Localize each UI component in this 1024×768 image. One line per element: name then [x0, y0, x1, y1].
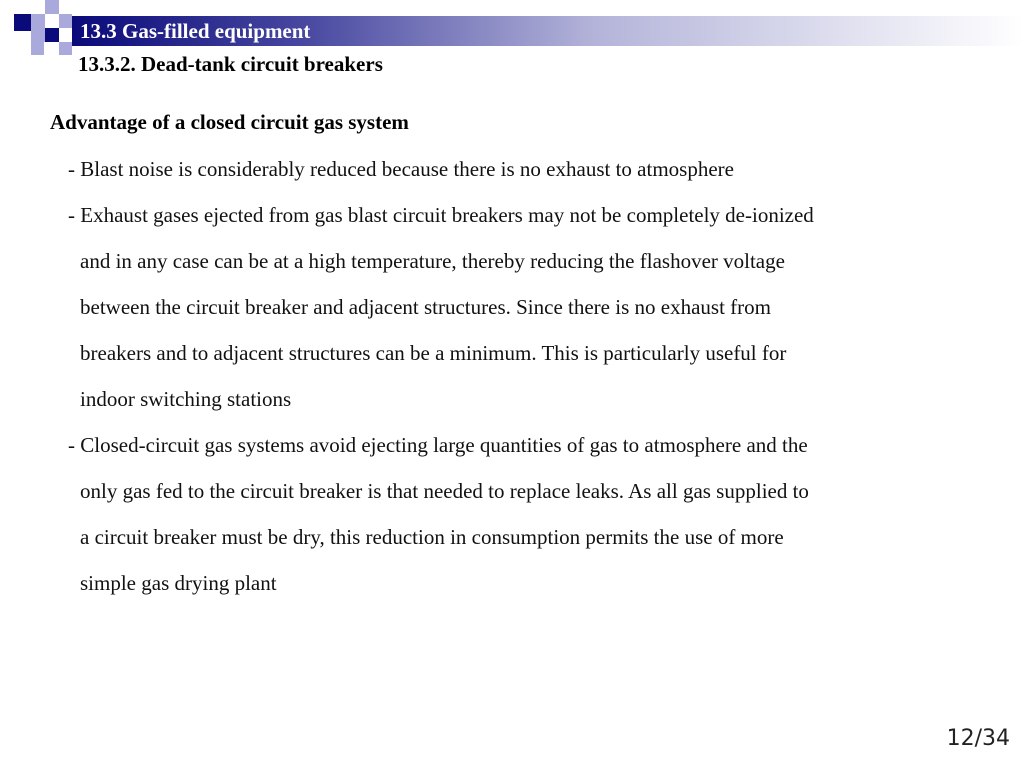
square-decoration	[59, 14, 72, 28]
continuation-line: only gas fed to the circuit breaker is that needed to replace leaks. As all gas supplied to	[80, 479, 809, 503]
continuation-line: breakers and to adjacent structures can be a minimum. This is particularly useful for	[80, 341, 787, 365]
bullet-line: - Closed-circuit gas systems avoid ejecting large quantities of gas to atmosphere and the	[68, 433, 808, 457]
bullet-line: - Exhaust gases ejected from gas blast circuit breakers may not be completely de-ionized	[68, 203, 814, 227]
square-decoration	[45, 28, 59, 42]
square-decoration	[14, 14, 31, 31]
continuation-line: and in any case can be at a high temperature, thereby reducing the flashover voltage	[80, 249, 785, 273]
body-text	[68, 146, 998, 606]
square-decoration	[31, 14, 45, 28]
continuation-line: simple gas drying plant	[80, 571, 277, 595]
section-title: 13.3 Gas-filled equipment	[80, 19, 311, 43]
continuation-line: between the circuit breaker and adjacent structures. Since there is no exhaust from	[80, 295, 771, 319]
square-decoration	[45, 0, 59, 14]
continuation-line: a circuit breaker must be dry, this reduction in consumption permits the use of more	[80, 525, 784, 549]
content-heading: Advantage of a closed circuit gas system	[50, 110, 409, 134]
continuation-line: indoor switching stations	[80, 387, 292, 411]
square-decoration	[31, 28, 45, 42]
square-decoration	[31, 42, 44, 55]
square-decoration	[59, 42, 72, 55]
bullet-line: - Blast noise is considerably reduced because there is no exhaust to atmosphere	[68, 157, 734, 181]
slide-subtitle: 13.3.2. Dead-tank circuit breakers	[78, 52, 383, 76]
page-number: 12/34	[946, 726, 1010, 751]
